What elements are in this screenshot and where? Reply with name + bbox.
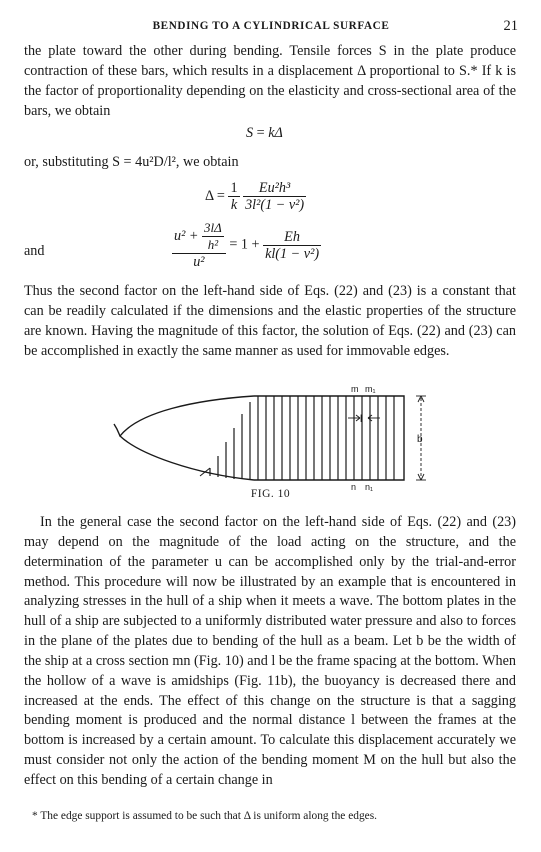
paragraph-second-factor: Thus the second factor on the left-hand side of Eqs. (22) and (23) is a constant that can be readily calculated if the dimensions and the elastic properties of the structure are known. Having the magnitude of this factor, the solution of Eqs. (22) and (23) can be accomplished in exactly the same manner as used for immovable edges. — [24, 283, 516, 360]
figure-10 — [104, 384, 440, 492]
eq-and-inner-frac: $\frac{3l\Delta}{\text{h²}}$ — [204, 220, 222, 252]
frame-lines — [210, 396, 394, 480]
eq-delta-lhs: Δ = — [205, 187, 225, 204]
label-b: b — [417, 434, 423, 445]
label-n1: n₁ — [365, 482, 374, 492]
dimension-l-arrows — [348, 415, 380, 421]
label-and: and — [24, 243, 45, 259]
page-number: 21 — [503, 18, 518, 34]
equation-delta — [205, 180, 306, 213]
eq-s-rhs: kΔ — [268, 125, 283, 141]
label-l: l — [360, 414, 363, 425]
page-header — [24, 20, 518, 36]
running-head: BENDING TO A CYLINDRICAL SURFACE — [152, 20, 390, 32]
label-n: n — [351, 482, 357, 492]
substituting-line: or, substituting S = 4u²D/l², we obtain — [24, 154, 239, 170]
eq-delta-frac-2: $\frac{\text{Eu²h³}}{\text{3l²(1 − ν²)}}$ — [245, 180, 305, 213]
equation-u-relation — [172, 220, 321, 270]
paragraph-intro: the plate toward the other during bending. Tensile forces S in the plate produce contraction of these bars, which results in a displacement Δ proportional to S.* If k is the factor of proportionality depending on the elasticity and cross-sectional area of the bars, we obtain — [24, 43, 516, 120]
equation-s-equals-k-delta: S = kΔ — [246, 125, 283, 141]
label-m: m — [351, 384, 359, 394]
figure-caption: FIG. 10 — [250, 488, 291, 500]
paragraph-ship-hull: In the general case the second factor on the left-hand side of Eqs. (22) and (23) may depend on the magnitude of the load acting on the structure, and the determination of the parameter u can be accomplished only by the trial-and-error method. This procedure will now be illustrated by an example that is encountered in analyzing stresses in the hull of a ship when it meets a wave. The bottom plates in the hull of a ship are subjected to a uniformly distributed water pressure and also to forces in the plane of the plates due to bending of the hull as a beam. Let b be the width of the ship at a cross section mn (Fig. 10) and l be the frame spacing at the bottom. When the hollow of a wave is amidships (Fig. 11b), the buoyancy is decreased there and increased at the ends. The effect of this change on the structure is that a sagging bending moment is produced and the normal distance l between the frames at the bottom is increased by a certain amount. To calculate this displacement accurately we must consider not only the action of the bending moment M on the hull but also the effect on this bending of a certain change in — [24, 514, 516, 788]
eq-and-rhs-prefix: = 1 + — [229, 236, 260, 253]
bow-tip — [114, 424, 120, 436]
eq-and-right-frac: $\frac{Eh}{\text{kl(1 − ν²)}}$ — [265, 228, 320, 262]
label-m1: m₁ — [365, 384, 376, 394]
eq-and-left-frac: u² + $\frac{3l\Delta}{\text{h²}}$ u² — [172, 220, 226, 270]
eq-s-lhs: S — [246, 125, 254, 141]
hull-cross-section-diagram — [104, 384, 440, 492]
eq-delta-frac-1: $\frac{1}{k}$ — [230, 180, 238, 213]
footnote: * The edge support is assumed to be such that Δ is uniform along the edges. — [32, 810, 377, 822]
hull-outline — [254, 396, 404, 480]
